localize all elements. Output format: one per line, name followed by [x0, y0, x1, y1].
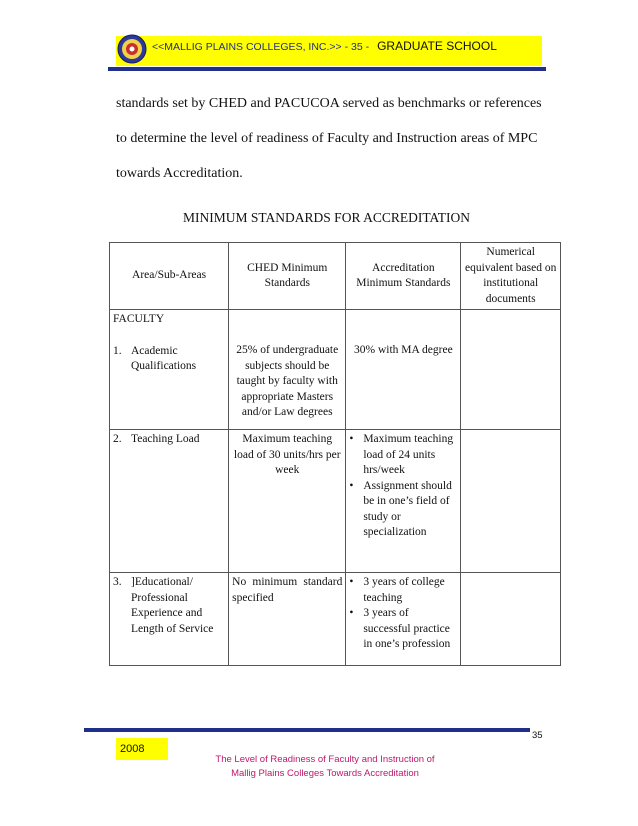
- college-seal-icon: [117, 34, 147, 64]
- area-label: Academic Qualifications: [131, 344, 197, 372]
- area-item: [113, 432, 225, 448]
- accreditation-list: [349, 575, 457, 653]
- body-line-3: towards Accreditation.: [116, 166, 243, 181]
- area-number: 3.: [113, 576, 122, 588]
- footer-line-2: Mallig Plains Colleges Towards Accreditation: [231, 768, 419, 779]
- table-row: [110, 573, 561, 666]
- area-label: ]Educational/ Professional Experience and Length of Service: [131, 576, 214, 635]
- header-accreditation: Accreditation Minimum Standards: [346, 243, 461, 310]
- header-school: GRADUATE SCHOOL: [377, 39, 497, 53]
- body-line-2: to determine the level of readiness of Faculty and Instruction areas of MPC: [116, 131, 538, 146]
- list-item: [349, 432, 457, 479]
- header-text: [152, 39, 497, 53]
- accreditation-cell: [346, 573, 461, 666]
- accreditation-list: [349, 432, 457, 541]
- accreditation-cell: [346, 430, 461, 573]
- list-item: [349, 606, 457, 653]
- ched-text: Maximum teaching load of 30 units/hrs per week: [233, 433, 341, 476]
- table-header-row: [110, 243, 561, 310]
- table-row: [110, 310, 561, 430]
- list-item: [349, 479, 457, 541]
- header-college: <<MALLIG PLAINS COLLEGES, INC.>> - 35 -: [152, 41, 370, 53]
- footer-line-1: The Level of Readiness of Faculty and Instruction of: [215, 754, 435, 765]
- header-area: Area/Sub-Areas: [110, 243, 229, 310]
- table-row: [110, 430, 561, 573]
- header-rule: [108, 67, 546, 71]
- list-item-text: Maximum teaching load of 24 units hrs/week: [363, 433, 454, 476]
- area-number: 2.: [113, 433, 122, 445]
- ched-text: No minimum standard specified: [232, 576, 343, 604]
- table-title: MINIMUM STANDARDS FOR ACCREDITATION: [183, 210, 470, 225]
- bullet-icon: •: [349, 479, 354, 492]
- bullet-icon: •: [349, 607, 354, 619]
- accreditation-text: 30% with MA degree: [354, 344, 453, 356]
- footer-caption: [180, 753, 470, 781]
- area-cell: [110, 310, 229, 430]
- ched-cell: [229, 310, 346, 430]
- bullet-icon: •: [349, 576, 354, 588]
- header-numerical: Numerical equivalent based on institutional documents: [461, 243, 561, 310]
- header-ched: CHED Minimum Standards: [229, 243, 346, 310]
- footer-rule: [84, 728, 530, 732]
- area-label: Teaching Load: [131, 433, 200, 445]
- list-item: [349, 575, 457, 606]
- ched-cell: [229, 430, 346, 573]
- area-cell: [110, 573, 229, 666]
- ched-cell: [229, 573, 346, 666]
- standards-table: [109, 242, 561, 666]
- list-item-text: 3 years of college teaching: [363, 576, 445, 604]
- ched-text: 25% of undergraduate subjects should be taught by faculty with appropriate Masters and/or Law degrees: [236, 344, 339, 418]
- area-item: [113, 344, 225, 375]
- area-item: [113, 575, 225, 637]
- area-number: 1.: [113, 344, 122, 357]
- body-line-1: standards set by CHED and PACUCOA served as benchmarks or references: [116, 96, 542, 111]
- list-item-text: Assignment should be in one’s field of study or specialization: [363, 479, 452, 538]
- section-label: FACULTY: [113, 313, 165, 325]
- page-number: 35: [532, 730, 543, 741]
- list-item-text: 3 years of successful practice in one’s profession: [363, 607, 451, 650]
- numerical-cell: [461, 573, 561, 666]
- accreditation-cell: [346, 310, 461, 430]
- numerical-cell: [461, 310, 561, 430]
- bullet-icon: •: [349, 433, 354, 445]
- numerical-cell: [461, 430, 561, 573]
- footer-year: 2008: [116, 738, 168, 760]
- area-cell: [110, 430, 229, 573]
